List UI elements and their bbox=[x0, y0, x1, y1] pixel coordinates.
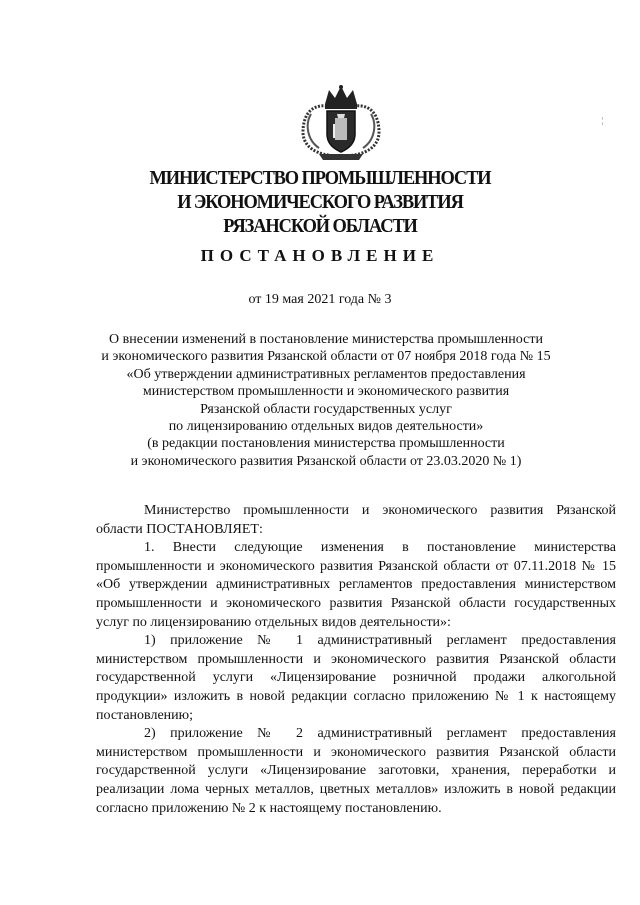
subject-line: «Об утверждении административных регламентов предоставления bbox=[126, 366, 526, 382]
subject-line: и экономического развития Рязанской области от 07 ноября 2018 года № 15 bbox=[101, 349, 551, 365]
ministry-line: И ЭКОНОМИЧЕСКОГО РАЗВИТИЯ bbox=[177, 191, 463, 213]
ministry-line: РЯЗАНСКОЙ ОБЛАСТИ bbox=[223, 215, 417, 237]
subject-line: и экономического развития Рязанской области от 23.03.2020 № 1) bbox=[130, 453, 522, 469]
document-type: ПОСТАНОВЛЕНИЕ bbox=[200, 246, 440, 265]
body-paragraph: 1. Внести следующие изменения в постановление министерства промышленности и экономического развития Рязанской области от 07.11.2018 № 15 «Об утверждении административных регламентов предоставления министерством промышленности и экономического развития Рязанской области государственных услуг по лицензированию отдельных видов деятельности»: bbox=[96, 540, 616, 630]
ryazan-coat-of-arms-icon bbox=[297, 84, 385, 162]
subject-line: министерством промышленности и экономического развития bbox=[142, 384, 510, 400]
subject-line: по лицензированию отдельных видов деятельности» bbox=[168, 419, 484, 435]
body-paragraph: 2) приложение № 2 административный регламент предоставления министерством промышленности и экономического развития Рязанской области государственной услуги «Лицензирование заготовки, хранения, переработки и реализации лома черных металлов, цветных металлов» изложить в новой редакции согласно приложению № 2 к настоящему постановлению. bbox=[96, 726, 616, 816]
document-body bbox=[96, 502, 616, 818]
ministry-name bbox=[26, 166, 615, 238]
subject-line: О внесении изменений в постановление министерства промышленности bbox=[109, 332, 543, 347]
body-paragraph: Министерство промышленности и экономического развития Рязанской области ПОСТАНОВЛЯЕТ: bbox=[96, 503, 616, 537]
margin-mark: ¦ bbox=[602, 116, 604, 125]
document-subject bbox=[96, 331, 556, 470]
subject-line: (в редакции постановления министерства промышленности bbox=[147, 436, 505, 452]
document-date-number: от 19 мая 2021 года № 3 bbox=[248, 292, 392, 307]
subject-line: Рязанской области государственных услуг bbox=[200, 401, 452, 417]
ministry-line: МИНИСТЕРСТВО ПРОМЫШЛЕННОСТИ bbox=[149, 167, 491, 189]
body-paragraph: 1) приложение № 1 административный регламент предоставления министерством промышленности и экономического развития Рязанской области государственной услуги «Лицензирование розничной продажи алкогольной продукции» изложить в новой редакции согласно приложению № 1 к настоящему постановлению; bbox=[96, 633, 616, 723]
